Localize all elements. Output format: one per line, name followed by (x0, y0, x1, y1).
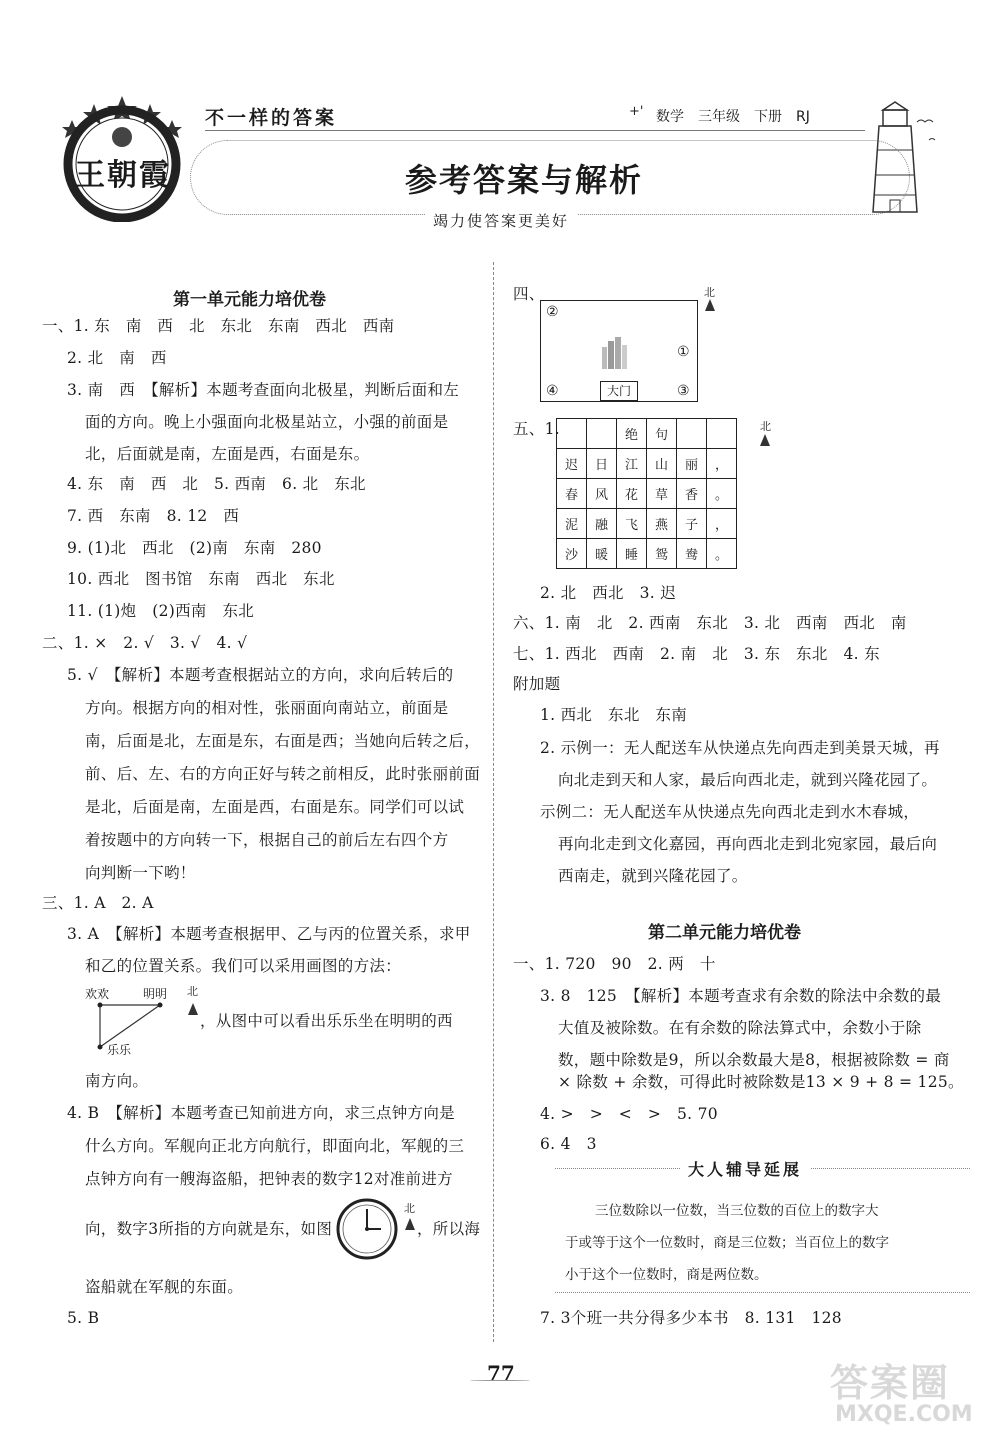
grid-cell: 暖 (587, 539, 617, 569)
answer-line: 6. 4 3 (540, 1135, 597, 1153)
answer-line: 一、1. 720 90 2. 两 十 (513, 955, 716, 973)
answer-line: 一、1. 东 南 西 北 东北 东南 西北 西南 (42, 317, 395, 335)
grid-cell: 丽 (677, 449, 707, 479)
watermark-url: MXQE.COM (835, 1402, 973, 1427)
grid-row (557, 479, 737, 509)
answer-line: 7. 3个班一共分得多少本书 8. 131 128 (540, 1309, 842, 1327)
grid-cell: 飞 (617, 509, 647, 539)
building-icon (599, 337, 629, 369)
header-divider (205, 130, 865, 131)
north-arrow-icon (188, 1003, 198, 1015)
grid-row (557, 539, 737, 569)
grid-cell: 风 (587, 479, 617, 509)
grid-cell: 句 (647, 419, 677, 449)
answer-line: 三、1. A 2. A (42, 894, 154, 912)
page-number: 77 (487, 1361, 515, 1385)
grid-cell (557, 419, 587, 449)
sparkle-icon: +' (629, 104, 644, 119)
grid-cell: 迟 (557, 449, 587, 479)
label-lele: 乐乐 (107, 1043, 132, 1057)
label-north: 北 (187, 985, 198, 998)
unit1-title: 第一单元能力培优卷 (173, 290, 326, 310)
answer-line: 南，后面是北，左面是东，右面是西；当她向后转之后， (85, 732, 481, 750)
answer-line: 六、1. 南 北 2. 西南 东北 3. 北 西南 西北 南 (513, 614, 907, 632)
answer-line: 11. (1)炮 (2)西南 东北 (67, 602, 255, 620)
grid-cell: 燕 (647, 509, 677, 539)
column-divider (493, 262, 494, 1342)
page-title: 参考答案与解析 (405, 161, 644, 199)
answer-line: 5. B (67, 1309, 100, 1327)
grid-cell: 草 (647, 479, 677, 509)
answer-line: 七、1. 西北 西南 2. 南 北 3. 东 东北 4. 东 (513, 645, 880, 663)
answer-line: 10. 西北 图书馆 东南 西北 东北 (67, 570, 335, 588)
answer-line: 4. B 【解析】本题考查已知前进方向，求三点钟方向是 (67, 1104, 455, 1122)
answer-line: 是北，后面是南，左面是西，右面是东。同学们可以试 (85, 798, 465, 816)
map-north-label: 北 (704, 286, 715, 299)
grid-cell: 绝 (617, 419, 647, 449)
tip-line: 于或等于这个一位数时，商是三位数；当百位上的数字 (565, 1235, 889, 1251)
answer-line: × 除数 + 余数，可得此时被除数是13 × 9 + 8 = 125。 (558, 1073, 964, 1091)
label-mingming: 明明 (143, 987, 168, 1001)
answer-line: 向北走到天和人家，最后向西北走，就到兴隆花园了。 (558, 771, 938, 789)
grid-cell: 春 (557, 479, 587, 509)
answer-line: 9. (1)北 西北 (2)南 东南 280 (67, 539, 322, 557)
grid-cell: 山 (647, 449, 677, 479)
grid-cell: 融 (587, 509, 617, 539)
grid-cell: 日 (587, 449, 617, 479)
answer-line: 示例二：无人配送车从快递点先向西北走到水木春城， (540, 803, 920, 821)
grid-cell: 睡 (617, 539, 647, 569)
answer-line: 什么方向。军舰向正北方向航行，即面向北，军舰的三 (85, 1137, 465, 1155)
answer-line: 2. 北 南 西 (67, 349, 167, 367)
map-point-2: ② (546, 304, 559, 320)
position-diagram (85, 985, 198, 1057)
answer-line: 数，题中除数是9，所以余数最大是8，根据被除数 = 商 (558, 1051, 950, 1069)
label-huanhuan: 欢欢 (85, 987, 110, 1001)
answer-line: 1. 西北 东北 东南 (540, 706, 688, 724)
logo-text: 王朝霞 (75, 158, 171, 193)
q4-label: 四、 (513, 285, 545, 303)
map-gate: 大门 (600, 381, 638, 401)
grid-north-label: 北 (760, 420, 771, 433)
answer-line: 3. 南 西 【解析】本题考查面向北极星，判断后面和左 (67, 381, 460, 399)
grid-row (557, 449, 737, 479)
answer-line: 方向。根据方向的相对性，张丽面向南站立，前面是 (85, 699, 449, 717)
grid-cell: 子 (677, 509, 707, 539)
grid-cell: ， (707, 509, 737, 539)
answer-line: 2. 北 西北 3. 迟 (540, 584, 677, 602)
answer-line: 7. 西 东南 8. 12 西 (67, 507, 240, 525)
page-number-wave (470, 1380, 530, 1381)
grid-row (557, 509, 737, 539)
answer-line: 着按题中的方向转一下，根据自己的前后左右四个方 (85, 831, 449, 849)
answer-line: 北，后面就是南，左面是西，右面是东。 (85, 445, 370, 463)
answer-line: ，所以海 (417, 1220, 481, 1238)
answer-line: 再向北走到文化嘉园，再向西北走到北宛家园，最后向 (558, 835, 938, 853)
map-point-3: ③ (677, 383, 690, 399)
grid-cell: 。 (707, 479, 737, 509)
answer-line: 二、1. × 2. √ 3. √ 4. √ (42, 634, 248, 652)
q5-label: 五、1. (513, 420, 560, 438)
page-subtitle: 竭力使答案更美好 (425, 210, 577, 231)
header-tagline: 不一样的答案 (205, 107, 338, 129)
answer-line: 2. 示例一：无人配送车从快递点先向西走到美景天城，再 (540, 739, 940, 757)
tip-line: 小于这个一位数时，商是两位数。 (565, 1267, 768, 1283)
grid-cell: 泥 (557, 509, 587, 539)
lighthouse-icon (845, 100, 945, 220)
grid-row (557, 419, 737, 449)
unit2-title: 第二单元能力培优卷 (648, 923, 801, 943)
answer-line: 向判断一下哟！ (85, 864, 196, 882)
north-arrow-icon (705, 299, 715, 311)
answer-line: ，从图中可以看出乐乐坐在明明的西 (200, 1012, 453, 1030)
answer-line: 3. 8 125 【解析】本题考查求有余数的除法中余数的最 (540, 987, 942, 1005)
answer-line: 向，数字3所指的方向就是东，如图 (85, 1220, 333, 1238)
clock-icon (335, 1197, 399, 1261)
answer-line: 点钟方向有一艘海盗船，把钟表的数字12对准前进方 (85, 1170, 453, 1188)
grid-cell (677, 419, 707, 449)
answer-line: 西南走，就到兴隆花园了。 (558, 867, 748, 885)
grid-cell: 。 (707, 539, 737, 569)
north-arrow-icon (760, 434, 770, 446)
answer-line: 3. A 【解析】本题考查根据甲、乙与丙的位置关系，求甲 (67, 925, 471, 943)
poem-grid (556, 418, 737, 569)
tip-box-title: 大人辅导延展 (680, 1157, 810, 1180)
map-point-4: ④ (546, 383, 559, 399)
grid-cell: 香 (677, 479, 707, 509)
grid-cell (587, 419, 617, 449)
map-point-1: ① (677, 344, 690, 360)
answer-line: 南方向。 (85, 1072, 149, 1090)
grid-cell: 江 (617, 449, 647, 479)
grid-cell: 沙 (557, 539, 587, 569)
watermark-title: 答案圈 (830, 1361, 951, 1405)
watermark (820, 1352, 990, 1432)
grid-cell: 鸳 (647, 539, 677, 569)
north-arrow-icon (405, 1218, 415, 1230)
answer-line: 4. 东 南 西 北 5. 西南 6. 北 东北 (67, 475, 366, 493)
grid-cell: 花 (617, 479, 647, 509)
answer-line: 盗船就在军舰的东面。 (85, 1278, 244, 1296)
subject-info: 数学 三年级 下册 RJ (656, 109, 810, 125)
clock-north-label: 北 (404, 1202, 415, 1215)
answer-line: 4. > > < > 5. 70 (540, 1105, 718, 1123)
school-map (540, 300, 698, 402)
tip-line: 三位数除以一位数，当三位数的百位上的数字大 (595, 1203, 879, 1219)
answer-line: 和乙的位置关系。我们可以采用画图的方法： (85, 957, 402, 975)
grid-cell: 鸯 (677, 539, 707, 569)
answer-line: 附加题 (513, 675, 561, 693)
grid-cell (707, 419, 737, 449)
grid-cell: ， (707, 449, 737, 479)
tip-box (555, 1160, 970, 1293)
answer-line: 大值及被除数。在有余数的除法算式中，余数小于除 (558, 1019, 922, 1037)
answer-line: 面的方向。晚上小强面向北极星站立，小强的前面是 (85, 413, 449, 431)
answer-line: 5. √ 【解析】本题考查根据站立的方向，求向后转后的 (67, 666, 454, 684)
answer-line: 前、后、左、右的方向正好与转之前相反，此时张丽前面 (85, 765, 481, 783)
triangle-lines (85, 985, 195, 1055)
